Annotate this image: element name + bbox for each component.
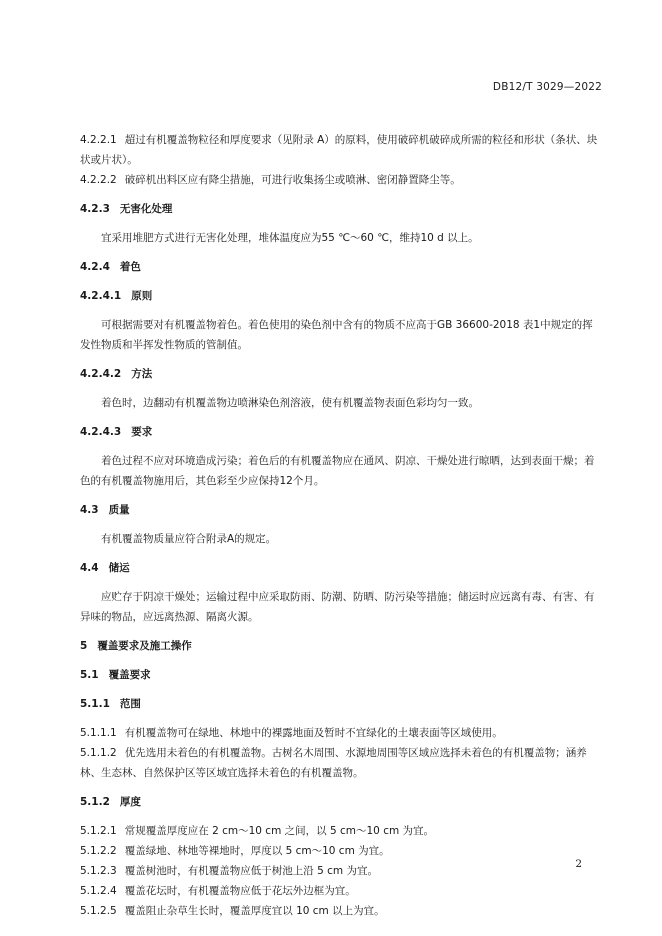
clause-text: 着色过程不应对环境造成污染；着色后的有机覆盖物应在通风、阴凉、干燥处进行晾晒，达到表面干燥；着色的有机覆盖物施用后，其色彩至少应保持12个月。 <box>80 455 595 487</box>
section-heading <box>80 694 602 714</box>
clause-item <box>80 723 602 743</box>
clause-number: 5.1.2.3 <box>80 865 117 877</box>
clause-number: 4.2.2.1 <box>80 134 117 146</box>
section-heading <box>80 257 602 277</box>
clause-number: 5.1.1.1 <box>80 727 117 739</box>
clause-item <box>80 861 602 881</box>
document-body <box>80 130 602 921</box>
clause-text: 覆盖树池时，有机覆盖物应低于树池上沿 5 cm 为宜。 <box>124 865 378 877</box>
paragraph <box>80 228 602 248</box>
clause-text: 覆盖阻止杂草生长时，覆盖厚度宜以 10 cm 以上为宜。 <box>124 905 385 917</box>
document-code: DB12/T 3029—2022 <box>492 81 602 93</box>
clause-text: 常规覆盖厚度应在 2 cm～10 cm 之间，以 5 cm～10 cm 为宜。 <box>124 825 435 837</box>
clause-text: 可根据需要对有机覆盖物着色。着色使用的染色剂中含有的物质不应高于GB 36600-2018 表1中规定的挥发性物质和半挥发性物质的管制值。 <box>80 319 593 351</box>
clause-text: 储运 <box>108 562 130 574</box>
clause-text: 着色时，边翻动有机覆盖物边喷淋染色剂溶液，使有机覆盖物表面色彩均匀一致。 <box>101 397 479 409</box>
clause-number: 5.1.2.5 <box>80 905 117 917</box>
clause-text: 优先选用未着色的有机覆盖物。古树名木周围、水源地周围等区域应选择未着色的有机覆盖物；涵养林、生态林、自然保护区等区域宜选择未着色的有机覆盖物。 <box>80 747 587 779</box>
clause-item <box>80 170 602 190</box>
clause-number: 4.2.4.3 <box>80 426 122 438</box>
clause-number: 5.1.1.2 <box>80 747 117 759</box>
clause-number: 4.3 <box>80 504 99 516</box>
clause-text: 覆盖要求及施工操作 <box>97 640 192 652</box>
clause-number: 5.1.2.2 <box>80 845 117 857</box>
clause-text: 厚度 <box>119 796 141 808</box>
clause-text: 覆盖要求 <box>108 669 151 681</box>
section-heading <box>80 636 602 656</box>
clause-item <box>80 743 602 783</box>
section-heading <box>80 558 602 578</box>
clause-text: 方法 <box>131 368 153 380</box>
section-heading <box>80 199 602 219</box>
clause-text: 无害化处理 <box>119 203 173 215</box>
clause-number: 5.1.2.4 <box>80 885 117 897</box>
section-heading <box>80 792 602 812</box>
paragraph <box>80 451 602 491</box>
clause-text: 范围 <box>119 698 141 710</box>
section-heading <box>80 500 602 520</box>
clause-text: 宜采用堆肥方式进行无害化处理，堆体温度应为55 ℃～60 ℃，维持10 d 以上。 <box>101 232 479 244</box>
paragraph <box>80 529 602 549</box>
clause-item <box>80 130 602 170</box>
clause-text: 着色 <box>119 261 141 273</box>
clause-number: 5 <box>80 640 88 652</box>
clause-text: 要求 <box>131 426 153 438</box>
clause-text: 应贮存于阴凉干燥处；运输过程中应采取防雨、防潮、防晒、防污染等措施；储运时应远离有毒、有害、有异味的物品，应远离热源、隔离火源。 <box>80 591 595 623</box>
clause-item <box>80 821 602 841</box>
clause-item <box>80 901 602 921</box>
section-heading <box>80 364 602 384</box>
clause-number: 5.1 <box>80 669 99 681</box>
clause-item <box>80 841 602 861</box>
clause-text: 覆盖绿地、林地等裸地时，厚度以 5 cm～10 cm 为宜。 <box>124 845 390 857</box>
clause-number: 4.2.2.2 <box>80 174 117 186</box>
clause-text: 有机覆盖物可在绿地、林地中的裸露地面及暂时不宜绿化的土壤表面等区域使用。 <box>124 727 503 739</box>
clause-text: 原则 <box>131 290 153 302</box>
clause-number: 4.4 <box>80 562 99 574</box>
clause-text: 破碎机出料区应有降尘措施，可进行收集扬尘或喷淋、密闭静置降尘等。 <box>124 174 461 186</box>
clause-number: 4.2.4.2 <box>80 368 122 380</box>
clause-number: 5.1.2 <box>80 796 110 808</box>
clause-number: 4.2.3 <box>80 203 110 215</box>
clause-text: 超过有机覆盖物粒径和厚度要求（见附录 A）的原料，使用破碎机破碎成所需的粒径和形状（条状、块状或片状）。 <box>80 134 598 166</box>
clause-text: 质量 <box>108 504 130 516</box>
paragraph <box>80 315 602 355</box>
clause-number: 5.1.1 <box>80 698 110 710</box>
section-heading <box>80 665 602 685</box>
clause-number: 4.2.4.1 <box>80 290 122 302</box>
section-heading <box>80 286 602 306</box>
clause-text: 有机覆盖物质量应符合附录A的规定。 <box>101 533 277 545</box>
section-heading <box>80 422 602 442</box>
clause-item <box>80 881 602 901</box>
clause-text: 覆盖花坛时，有机覆盖物应低于花坛外边框为宜。 <box>124 885 356 897</box>
clause-number: 5.1.2.1 <box>80 825 117 837</box>
paragraph <box>80 587 602 627</box>
clause-number: 4.2.4 <box>80 261 110 273</box>
paragraph <box>80 393 602 413</box>
page-number: 2 <box>575 858 582 870</box>
